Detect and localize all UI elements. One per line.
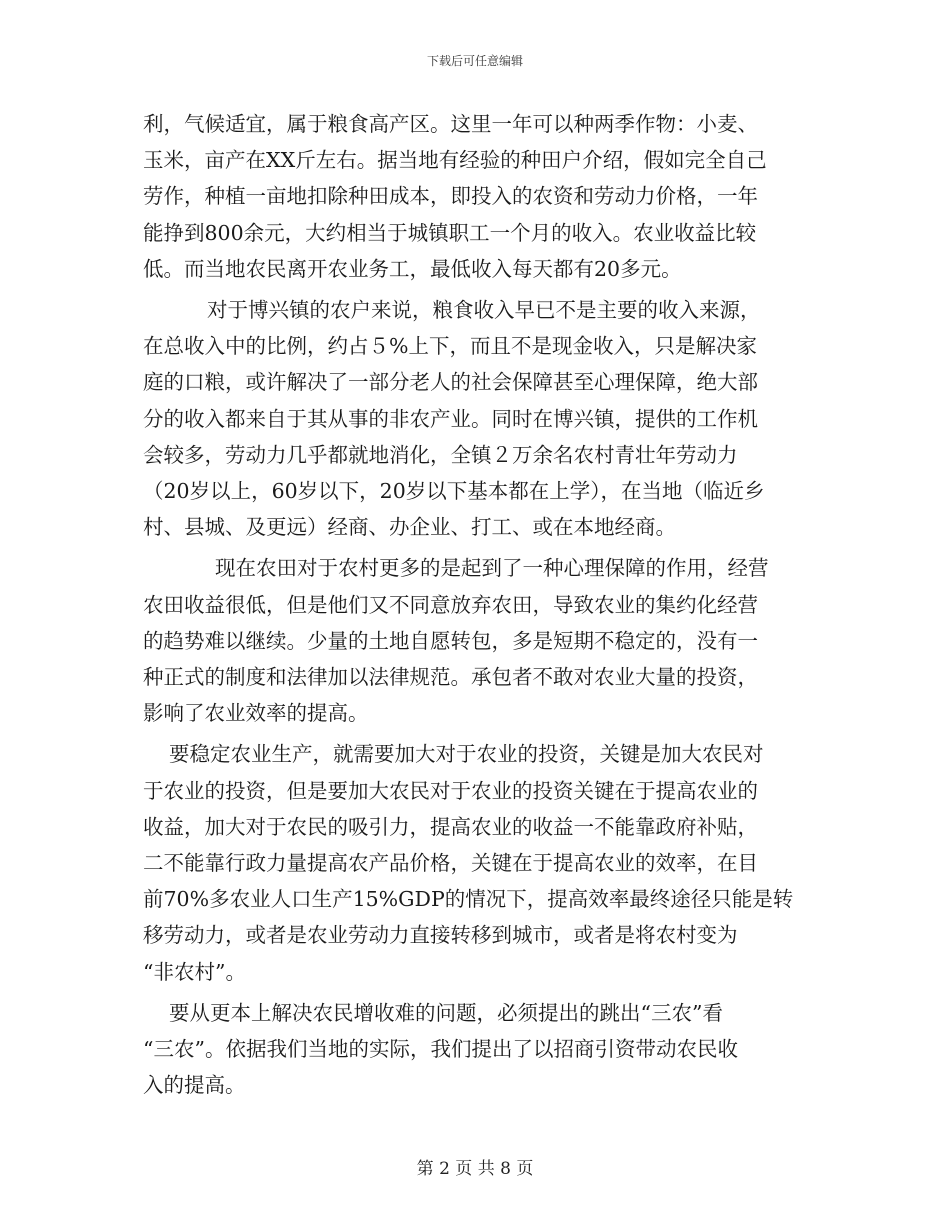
text-line: 在总收入中的比例，约占５%上下，而且不是现金收入，只是解决家	[143, 334, 757, 359]
text-line: 劳作，种植一亩地扣除种田成本，即投入的农资和劳动力价格，一年	[143, 184, 758, 209]
paragraph-3	[143, 550, 811, 731]
text-line: 于农业的投资，但是要加大农民对于农业的投资关键在于提高农业的	[143, 778, 758, 803]
page-header: 下载后可任意编辑	[426, 54, 523, 68]
text-line: 种正式的制度和法律加以法律规范。承包者不敢对农业大量的投资，	[143, 665, 758, 690]
text-line: 影响了农业效率的提高。	[143, 701, 369, 726]
text-line: 分的收入都来自于其从事的非农产业。同时在博兴镇，提供的工作机	[143, 406, 758, 431]
document-body	[143, 106, 811, 1103]
paragraph-2	[143, 292, 811, 545]
text-line: 前70%多农业人口生产15%GDP的情况下，提高效率最终途径只能是转	[143, 887, 794, 912]
text-line: 低。而当地农民离开农业务工，最低收入每天都有20多元。	[143, 256, 682, 281]
text-line: 庭的口粮，或许解决了一部分老人的社会保障甚至心理保障，绝大部	[143, 370, 758, 395]
text-line: 对于博兴镇的农户来说，粮食收入早已不是主要的收入来源，	[207, 298, 761, 323]
text-line: 玉米，亩产在XX斤左右。据当地有经验的种田户介绍，假如完全自己	[143, 148, 767, 173]
page-number-footer: 第 2 页 共 8 页	[416, 1159, 534, 1179]
paragraph-4	[143, 736, 811, 989]
text-line: 现在农田对于农村更多的是起到了一种心理保障的作用，经营	[215, 556, 769, 581]
text-line: 要稳定农业生产，就需要加大对于农业的投资，关键是加大农民对	[169, 742, 764, 767]
text-line: 能挣到800余元，大约相当于城镇职工一个月的收入。农业收益比较	[143, 220, 757, 245]
text-line: （20岁以上，60岁以下，20岁以下基本都在上学），在当地（临近乡	[143, 479, 765, 504]
text-line: 二不能靠行政力量提高农产品价格，关键在于提高农业的效率，在目	[143, 851, 758, 876]
text-line: 移劳动力，或者是农业劳动力直接转移到城市，或者是将农村变为	[143, 923, 738, 948]
text-line: 利，气候适宜，属于粮食高产区。这里一年可以种两季作物：小麦、	[143, 112, 758, 136]
text-line: 村、县城、及更远）经商、办企业、打工、或在本地经商。	[143, 515, 676, 540]
text-line: 农田收益很低，但是他们又不同意放弃农田，导致农业的集约化经营	[143, 592, 758, 617]
text-line: “非农村”。	[143, 959, 246, 984]
text-line: 要从更本上解决农民增收难的问题，必须提出的跳出“三农”看	[169, 1000, 723, 1025]
paragraph-5	[143, 995, 811, 1104]
text-line: 会较多，劳动力几乎都就地消化，全镇２万余名农村青壮年劳动力	[143, 442, 738, 467]
text-line: 入的提高。	[143, 1073, 246, 1098]
text-line: 收益，加大对于农民的吸引力，提高农业的收益一不能靠政府补贴，	[143, 814, 758, 839]
text-line: “三农”。依据我们当地的实际，我们提出了以招商引资带动农民收	[143, 1037, 738, 1062]
paragraph-1	[143, 106, 811, 287]
text-line: 的趋势难以继续。少量的土地自愿转包，多是短期不稳定的，没有一	[143, 628, 758, 653]
